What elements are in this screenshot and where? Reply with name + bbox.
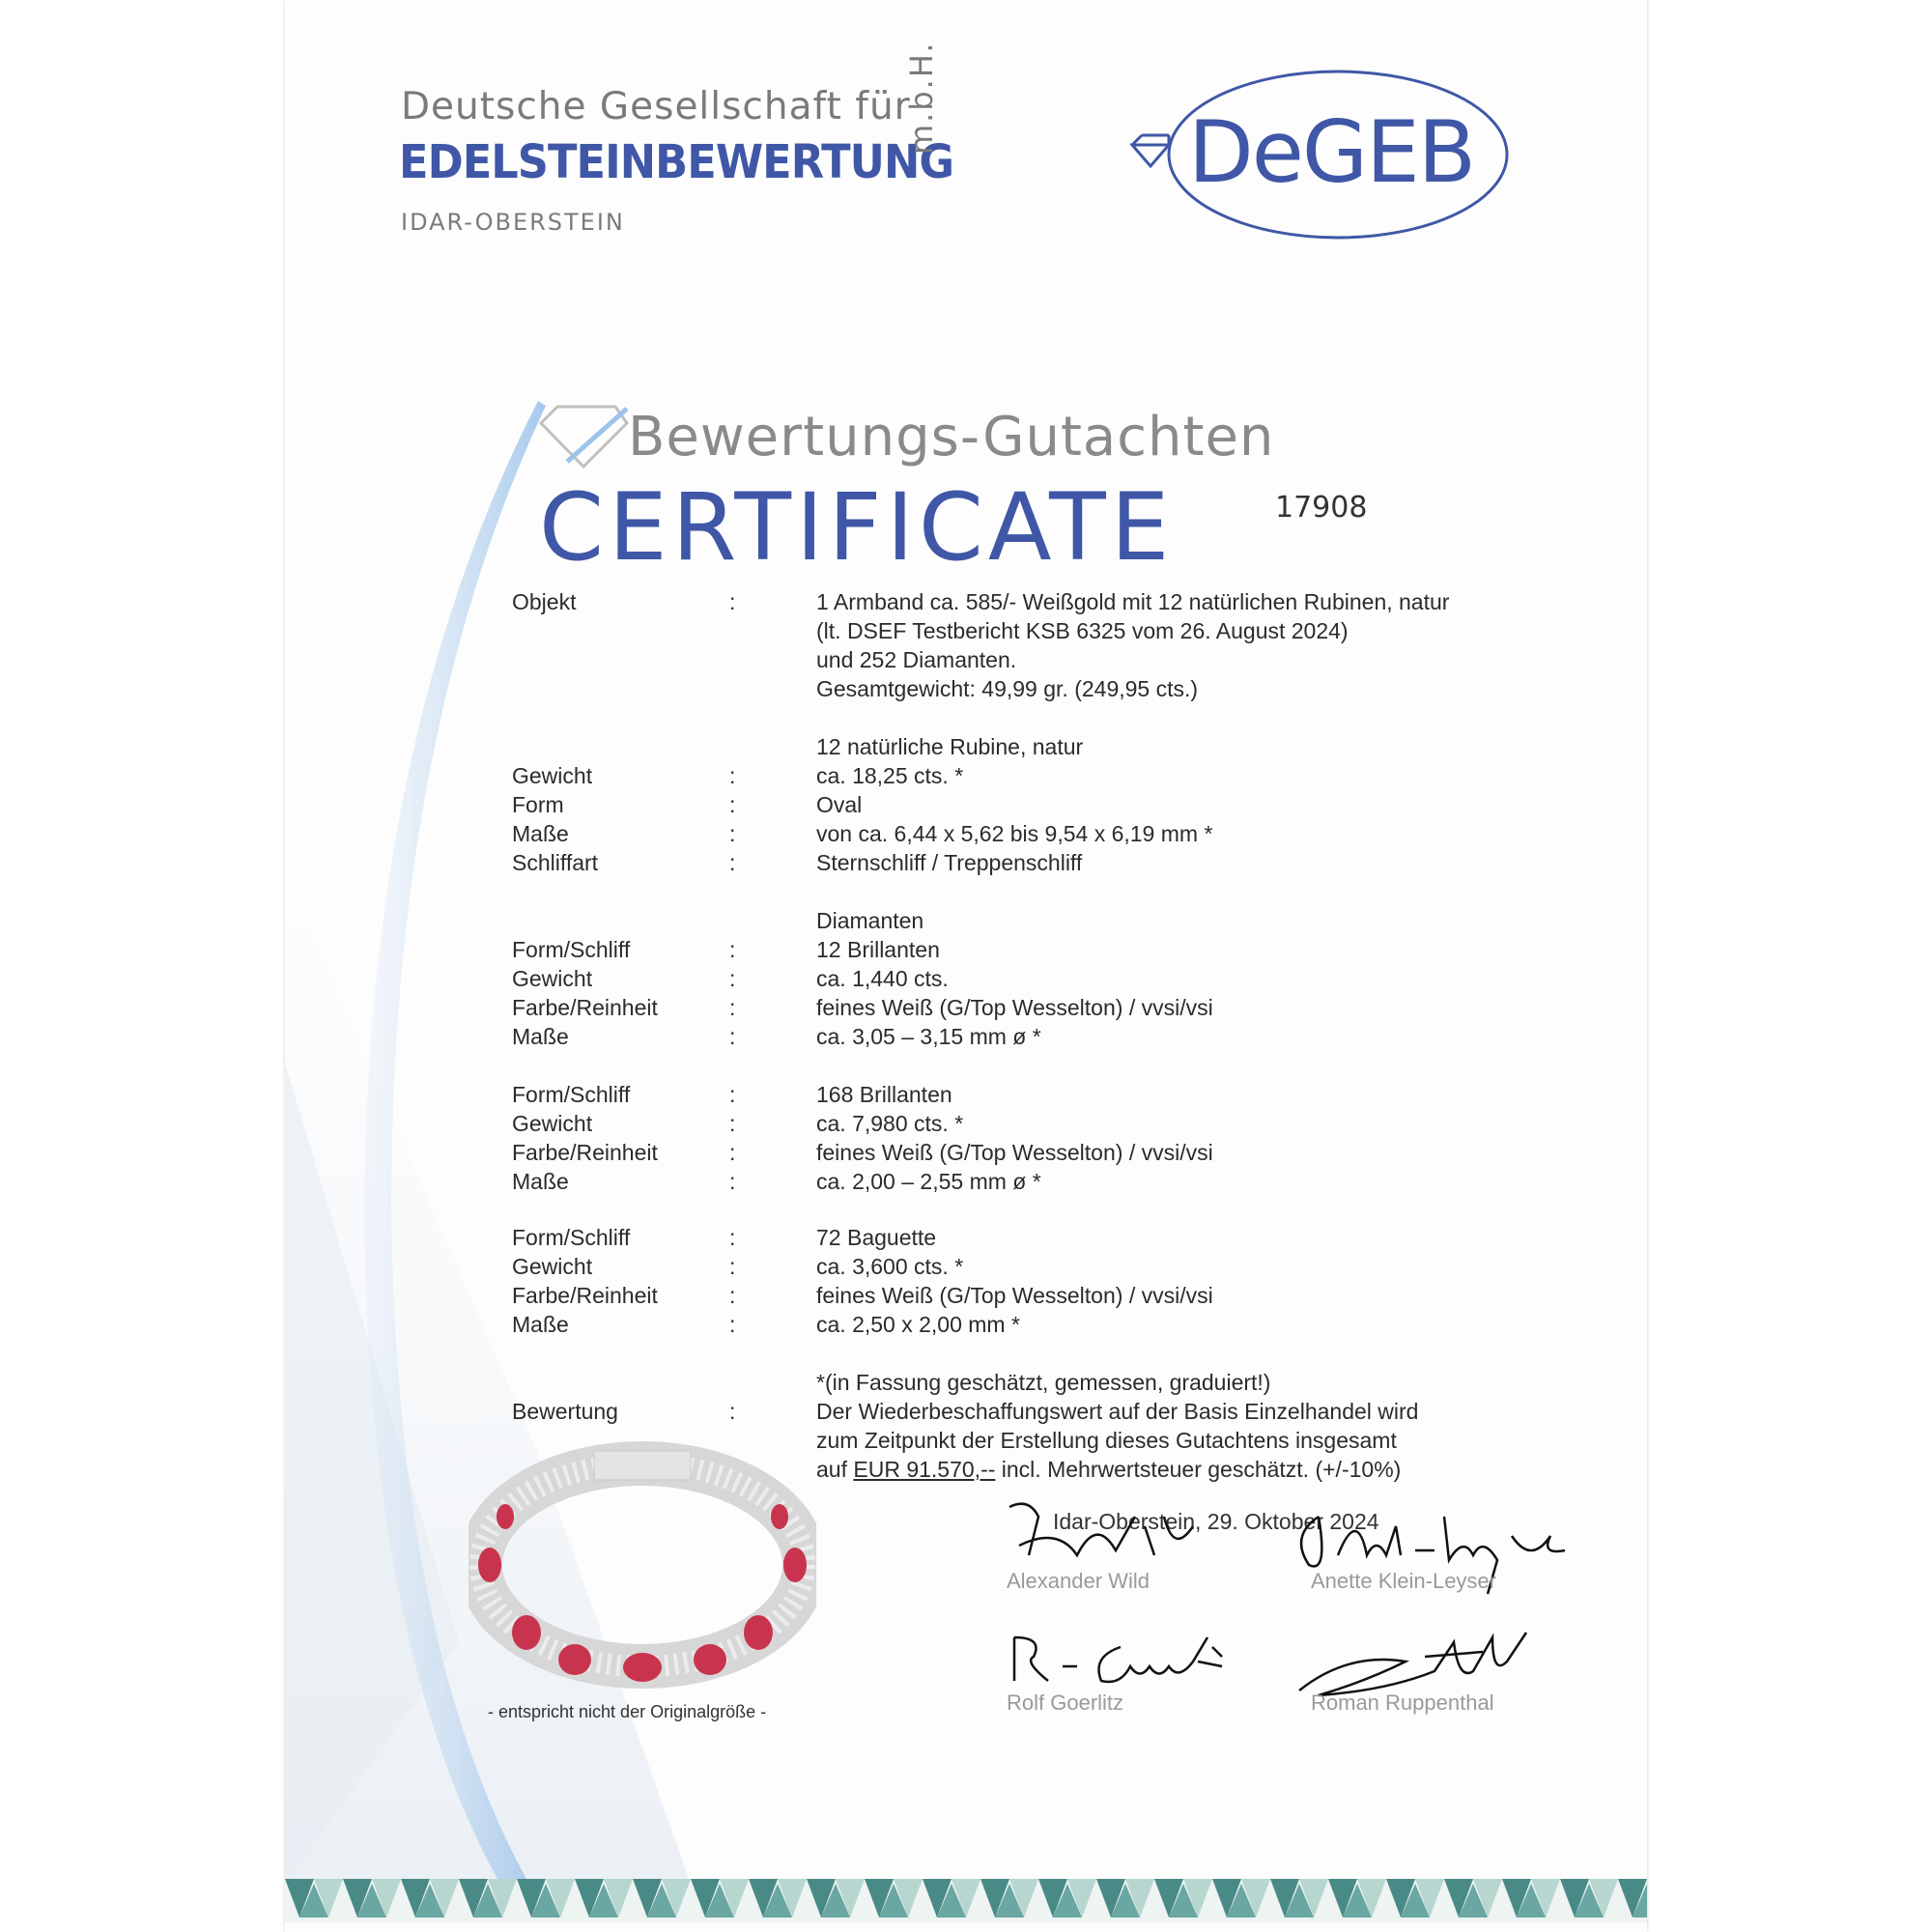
row-value	[816, 1457, 1401, 1483]
amount-prefix: auf	[816, 1457, 854, 1482]
signatory-name: Roman Ruppenthal	[1311, 1690, 1494, 1715]
row-label: Form	[512, 792, 564, 817]
row-colon: :	[729, 850, 736, 875]
row-d2-color	[512, 1140, 1575, 1169]
row-d1-form	[512, 937, 1575, 966]
bracelet-photo	[469, 1439, 816, 1690]
row-colon: :	[729, 1312, 736, 1337]
row-colon: :	[729, 1140, 736, 1165]
row-value: Der Wiederbeschaffungswert auf der Basis Einzelhandel wird	[816, 1399, 1419, 1424]
signatory-name: Rolf Goerlitz	[1007, 1690, 1124, 1715]
row-value: 1 Armband ca. 585/- Weißgold mit 12 natürlichen Rubinen, natur	[816, 589, 1450, 614]
row-colon: :	[729, 821, 736, 846]
row-value: und 252 Diamanten.	[816, 647, 1017, 672]
row-d3-color	[512, 1283, 1575, 1312]
row-value: ca. 2,50 x 2,00 mm *	[816, 1312, 1020, 1337]
row-value: Gesamtgewicht: 49,99 gr. (249,95 cts.)	[816, 676, 1199, 701]
row-colon: :	[729, 937, 736, 962]
row-colon: :	[729, 1111, 736, 1136]
title-certificate: CERTIFICATE	[539, 473, 1175, 582]
row-value: ca. 3,05 – 3,15 mm ø *	[816, 1024, 1041, 1049]
row-colon: :	[729, 589, 736, 614]
title-german: Bewertungs-Gutachten	[628, 406, 1275, 469]
row-total-weight	[512, 676, 1575, 705]
row-label: Form/Schliff	[512, 1225, 631, 1250]
row-footnote	[512, 1370, 1575, 1399]
row-d2-form	[512, 1082, 1575, 1111]
row-d1-size	[512, 1024, 1575, 1053]
row-value: Oval	[816, 792, 863, 817]
row-label: Gewicht	[512, 763, 593, 788]
row-colon: :	[729, 995, 736, 1020]
row-label: Maße	[512, 1312, 569, 1337]
row-ruby-size	[512, 821, 1575, 850]
row-d3-weight	[512, 1254, 1575, 1283]
row-ruby-cut	[512, 850, 1575, 879]
row-value: feines Weiß (G/Top Wesselton) / vvsi/vsi	[816, 1140, 1213, 1165]
row-label: Gewicht	[512, 1111, 593, 1136]
signature-anette-klein-leyser	[1290, 1497, 1570, 1613]
row-colon: :	[729, 1254, 736, 1279]
row-colon: :	[729, 1399, 736, 1424]
image-caption: - entspricht nicht der Originalgröße -	[488, 1702, 767, 1721]
row-d2-size	[512, 1169, 1575, 1198]
row-value: zum Zeitpunkt der Erstellung dieses Gutachtens insgesamt	[816, 1428, 1397, 1453]
certificate-number: 17908	[1275, 491, 1368, 525]
row-objekt-cont	[512, 647, 1575, 676]
row-colon: :	[729, 1169, 736, 1194]
row-label: Form/Schliff	[512, 937, 631, 962]
footnote: *(in Fassung geschätzt, gemessen, graduiert!)	[816, 1370, 1271, 1395]
row-value: 72 Baguette	[816, 1225, 937, 1250]
row-colon: :	[729, 966, 736, 991]
row-label: Farbe/Reinheit	[512, 995, 658, 1020]
row-colon: :	[729, 763, 736, 788]
org-mbh: m.b.H.	[903, 41, 940, 155]
row-rubies-heading	[512, 734, 1575, 763]
row-label: Gewicht	[512, 966, 593, 991]
row-ruby-form	[512, 792, 1575, 821]
row-d3-size	[512, 1312, 1575, 1341]
row-d3-form	[512, 1225, 1575, 1254]
row-colon: :	[729, 792, 736, 817]
row-value: ca. 18,25 cts. *	[816, 763, 964, 788]
signatory-name: Anette Klein-Leyser	[1311, 1569, 1496, 1593]
diamond-icon	[538, 404, 630, 471]
row-d1-color	[512, 995, 1575, 1024]
row-value: ca. 1,440 cts.	[816, 966, 949, 991]
row-objekt	[512, 589, 1575, 618]
row-label: Bewertung	[512, 1399, 618, 1424]
row-colon: :	[729, 1225, 736, 1250]
org-name-line2: EDELSTEINBEWERTUNG	[399, 135, 954, 189]
signature-rolf-goerlitz	[1005, 1628, 1236, 1695]
place-date: Idar-Oberstein, 29. Oktober 2024	[1053, 1509, 1379, 1534]
row-objekt-cont	[512, 618, 1575, 647]
logo-text: DeGEB	[1188, 102, 1475, 202]
row-label: Objekt	[512, 589, 577, 614]
row-value: ca. 2,00 – 2,55 mm ø *	[816, 1169, 1041, 1194]
row-value: (lt. DSEF Testbericht KSB 6325 vom 26. August 2024)	[816, 618, 1349, 643]
row-d1-weight	[512, 966, 1575, 995]
row-colon: :	[729, 1283, 736, 1308]
row-diamonds-heading	[512, 908, 1575, 937]
signatory-name: Alexander Wild	[1007, 1569, 1150, 1593]
row-label: Gewicht	[512, 1254, 593, 1279]
row-label: Maße	[512, 1169, 569, 1194]
row-value: feines Weiß (G/Top Wesselton) / vvsi/vsi	[816, 995, 1213, 1020]
row-bewertung	[512, 1399, 1575, 1428]
row-value: ca. 3,600 cts. *	[816, 1254, 964, 1279]
certificate-page	[285, 0, 1647, 1932]
row-d2-weight	[512, 1111, 1575, 1140]
row-label: Form/Schliff	[512, 1082, 631, 1107]
signature-alexander-wild	[1000, 1497, 1212, 1575]
row-value: feines Weiß (G/Top Wesselton) / vvsi/vsi	[816, 1283, 1213, 1308]
row-value: 12 Brillanten	[816, 937, 940, 962]
row-ruby-weight	[512, 763, 1575, 792]
row-label: Maße	[512, 1024, 569, 1049]
row-label: Maße	[512, 821, 569, 846]
section-heading: Diamanten	[816, 908, 924, 933]
row-value: 168 Brillanten	[816, 1082, 952, 1107]
row-colon: :	[729, 1082, 736, 1107]
section-heading: 12 natürliche Rubine, natur	[816, 734, 1084, 759]
row-label: Farbe/Reinheit	[512, 1140, 658, 1165]
row-value: ca. 7,980 cts. *	[816, 1111, 964, 1136]
security-band	[285, 1879, 1647, 1922]
row-colon: :	[729, 1024, 736, 1049]
row-value: von ca. 6,44 x 5,62 bis 9,54 x 6,19 mm *	[816, 821, 1213, 846]
org-city: IDAR-OBERSTEIN	[401, 209, 625, 236]
valuation-amount: EUR 91.570,--	[853, 1457, 996, 1482]
row-label: Farbe/Reinheit	[512, 1283, 658, 1308]
amount-suffix: incl. Mehrwertsteuer geschätzt. (+/-10%)	[995, 1457, 1402, 1482]
row-label: Schliffart	[512, 850, 599, 875]
row-value: Sternschliff / Treppenschliff	[816, 850, 1083, 875]
org-name-line1: Deutsche Gesellschaft für	[401, 85, 911, 128]
